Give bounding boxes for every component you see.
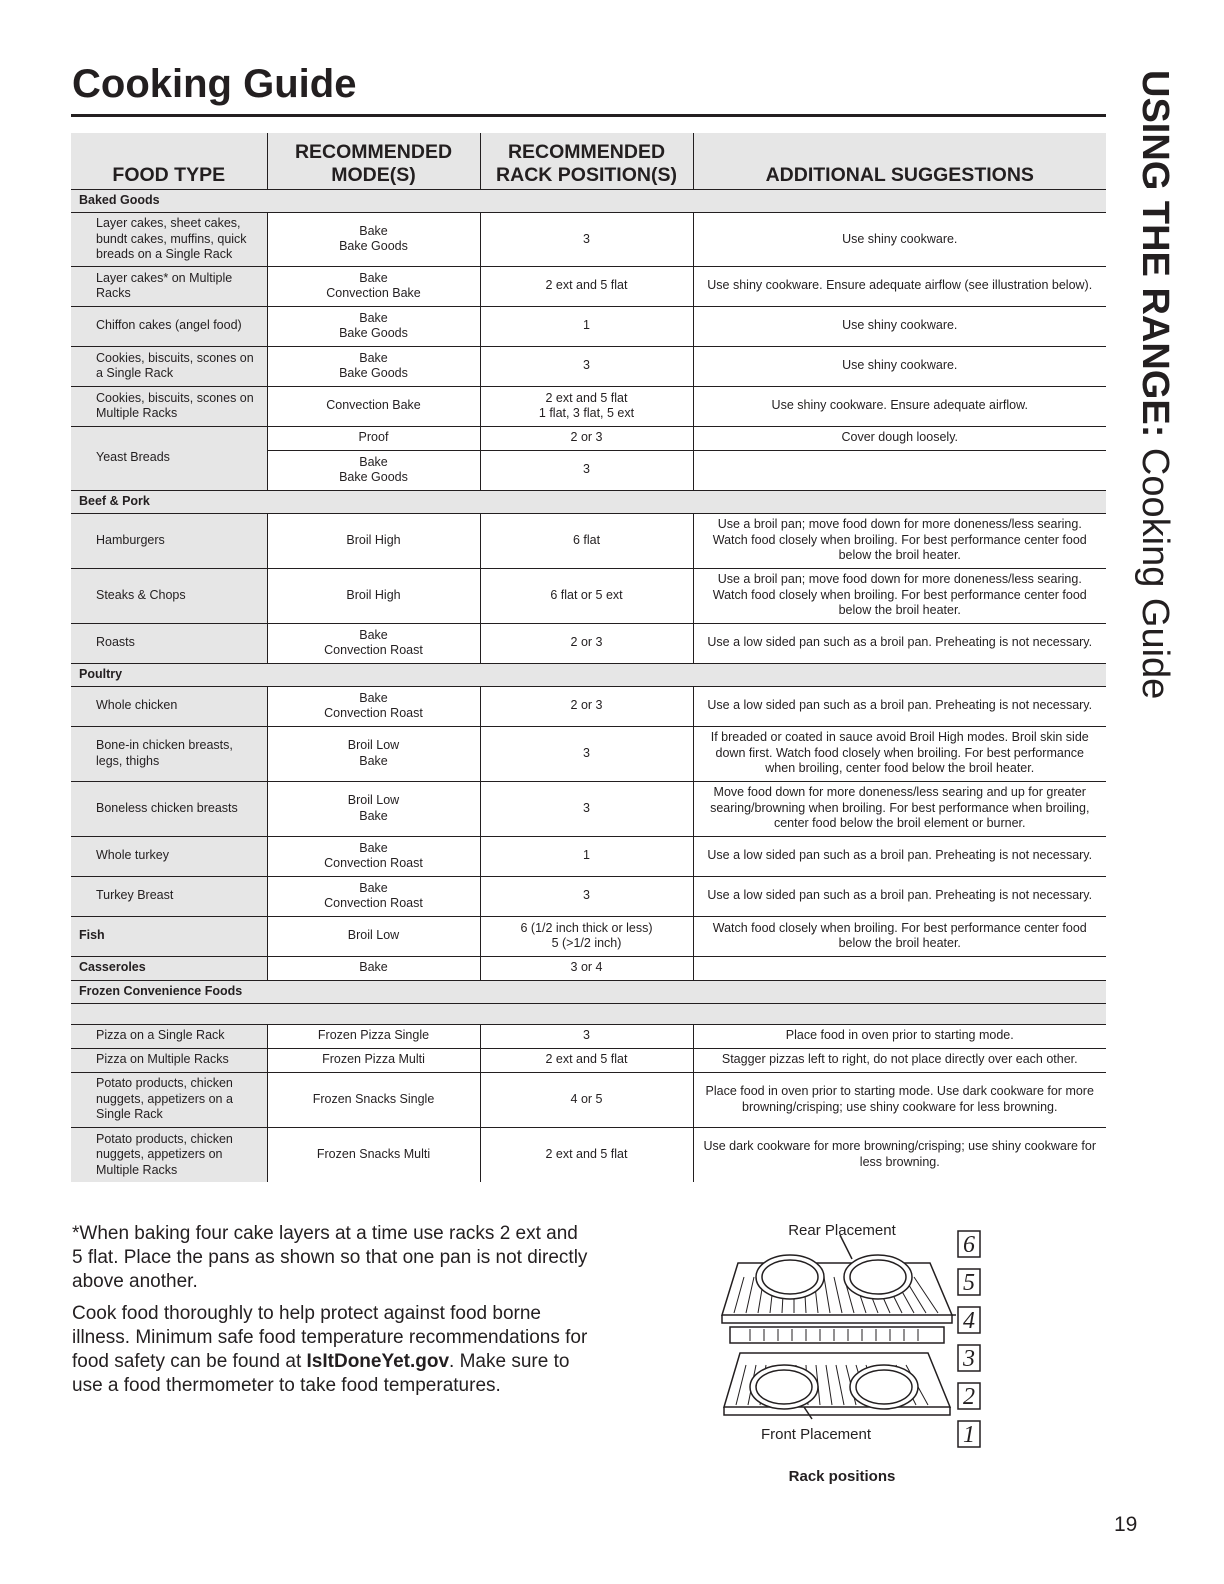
table-row: Potato products, chicken nuggets, appetizers on Multiple Racks Frozen Snacks Multi 2 ext and 5 flat Use dark cookware for more browning/crisping; use shiny cookware for less browning. [71,1127,1106,1182]
rack-number-2: 2 [963,1384,975,1410]
category-row: Frozen Convenience Foods [71,980,1106,1003]
table-row: Turkey Breast Bake Convection Roast 3 Use a low sided pan such as a broil pan. Preheating is not necessary. [71,876,1106,916]
title-divider [71,114,1106,117]
table-row: Pizza on Multiple Racks Frozen Pizza Multi 2 ext and 5 flat Stagger pizzas left to right, do not place directly over each other. [71,1048,1106,1072]
rack-number-1: 1 [963,1422,975,1448]
front-placement-label: Front Placement [760,1426,872,1443]
page-title: Cooking Guide [72,62,357,106]
table-row: Steaks & Chops Broil High 6 flat or 5 ext Use a broil pan; move food down for more doneness/less searing. Watch food closely when broiling. For best performance center food below the broil heater. [71,568,1106,623]
table-row: Yeast Breads Proof 2 or 3 Cover dough loosely. [71,426,1106,450]
table-row: Casseroles Bake 3 or 4 [71,956,1106,980]
table-row: Hamburgers Broil High 6 flat Use a broil pan; move food down for more doneness/less searing. Watch food closely when broiling. For best performance center food below the broil heater. [71,513,1106,568]
front-pan-right [850,1365,918,1409]
lower-rack-front [724,1407,950,1415]
rack-number-5: 5 [963,1270,975,1296]
table-header-row [71,133,1106,190]
table-row: Bone-in chicken breasts, legs, thighs Broil Low Bake 3 If breaded or coated in sauce avoid Broil High modes. Broil skin side down first. Watch food closely when broiling. For best performance when broiling, center food below the broil heater. [71,726,1106,781]
table-row: Pizza on a Single Rack Frozen Pizza Single 3 Place food in oven prior to starting mode. [71,1024,1106,1048]
header-food-type: FOOD TYPE [71,133,267,190]
spacer-row [71,1003,1106,1024]
table-row: Fish Broil Low 6 (1/2 inch thick or less) 5 (>1/2 inch) Watch food closely when broiling. For best performance center food below the broil heater. [71,916,1106,956]
table-row: Cookies, biscuits, scones on a Single Rack Bake Bake Goods 3 Use shiny cookware. [71,346,1106,386]
header-suggestions: ADDITIONAL SUGGESTIONS [693,133,1106,190]
notes-section [72,1222,592,1406]
diagram-caption: Rack positions [788,1468,896,1485]
cooking-guide-table [71,133,1106,1182]
table-row: Chiffon cakes (angel food) Bake Bake Goods 1 Use shiny cookware. [71,306,1106,346]
table-row: Whole chicken Bake Convection Roast 2 or 3 Use a low sided pan such as a broil pan. Preheating is not necessary. [71,686,1106,726]
front-pan-left [750,1365,818,1409]
category-row: Beef & Pork [71,490,1106,513]
side-title-bold: USING THE RANGE: [1134,70,1176,438]
side-section-title [1136,70,1176,730]
upper-rack-front [722,1315,952,1323]
rack-number-4: 4 [963,1308,975,1334]
header-mode: RECOMMENDED MODE(S) [267,133,480,190]
table-row: Layer cakes* on Multiple Racks Bake Convection Bake 2 ext and 5 flat Use shiny cookware. Ensure adequate airflow (see illustration below). [71,266,1106,306]
rear-pan-right [844,1255,912,1299]
table-row: Boneless chicken breasts Broil Low Bake 3 Move food down for more doneness/less searing and up for greater searing/browning when broiling. For best performance when broiling, center food below the broil element or burner. [71,781,1106,836]
rack-number-6: 6 [963,1232,975,1258]
middle-rack [730,1327,944,1343]
table-row: Roasts Bake Convection Roast 2 or 3 Use a low sided pan such as a broil pan. Preheating is not necessary. [71,623,1106,663]
rack-positions-diagram [700,1215,1000,1455]
rear-pan-left [756,1255,824,1299]
table-row: Layer cakes, sheet cakes, bundt cakes, muffins, quick breads on a Single Rack Bake Bake Goods 3 Use shiny cookware. [71,213,1106,267]
category-row: Poultry [71,663,1106,686]
category-row: Baked Goods [71,190,1106,213]
front-pointer [804,1407,812,1419]
safety-link[interactable]: IsItDoneYet.gov [306,1351,450,1372]
table-row: Whole turkey Bake Convection Roast 1 Use a low sided pan such as a broil pan. Preheating is not necessary. [71,836,1106,876]
page-number: 19 [1114,1513,1138,1536]
side-title-normal: Cooking Guide [1134,447,1176,700]
safety-note: Cook food thoroughly to help protect against food borne illness. Minimum safe food temperature recommendations for food safety can be found at IsItDoneYet.gov. Make sure to use a food thermometer to take food temperatures. [72,1303,588,1396]
rear-placement-label: Rear Placement [788,1222,896,1239]
table-row: Cookies, biscuits, scones on Multiple Racks Convection Bake 2 ext and 5 flat 1 flat, 3 flat, 5 ext Use shiny cookware. Ensure adequate airflow. [71,386,1106,426]
footnote: *When baking four cake layers at a time use racks 2 ext and 5 flat. Place the pans as shown so that one pan is not directly above another. [72,1223,588,1292]
table-row: Potato products, chicken nuggets, appetizers on a Single Rack Frozen Snacks Single 4 or 5 Place food in oven prior to starting mode. Use dark cookware for more browning/crisping; use shiny cookware for less browning. [71,1072,1106,1127]
header-rack: RECOMMENDED RACK POSITION(S) [480,133,693,190]
rack-number-3: 3 [963,1346,975,1372]
table-row: Bake Bake Goods 3 [71,450,1106,490]
